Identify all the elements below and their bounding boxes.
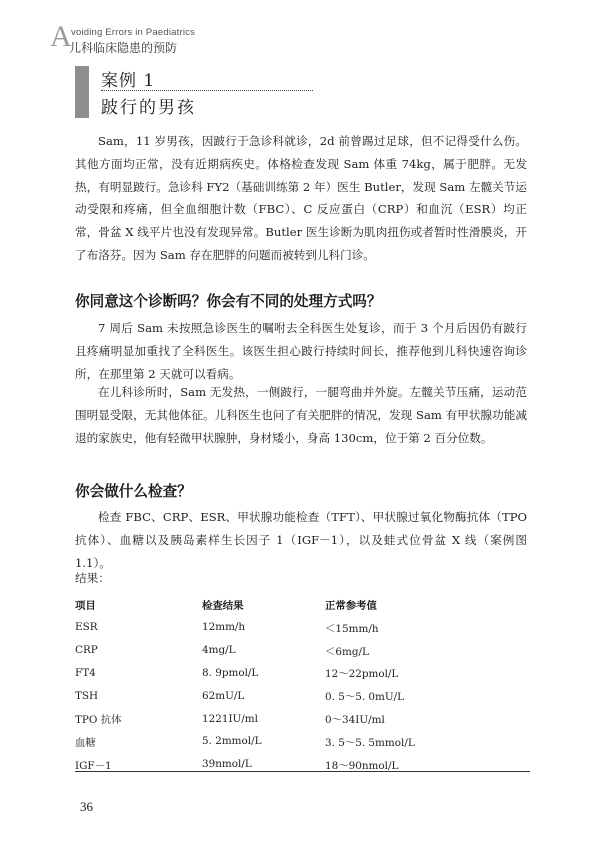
- test-result: 8. 9pmol/L: [202, 666, 259, 679]
- case-intro-paragraph: Sam，11 岁男孩，因跛行于急诊科就诊，2d 前曾踢过足球，但不记得受什么伤。其他方面均正常，没有近期病疾史。体格检查发现 Sam 体重 74kg，属于肥胖。无发热，有明显跛行。急诊科 FY2（基础训练第 2 年）医生 Butler，发现 Sam 左髋关节运动受限和疼痛，但全血细胞计数（FBC）、C 反应蛋白（CRP）和血沉（ESR）均正常，骨盆 X 线平片也没有发现异常。Butler 医生诊断为肌肉扭伤或者暂时性滑膜炎，开了布洛芬。因为 Sam 存在肥胖的问题而被转到儿科门诊。: [75, 134, 527, 262]
- reference-range: 3. 5～5. 5mmol/L: [325, 736, 415, 749]
- test-name: ESR: [75, 621, 98, 634]
- clinic-paragraph: 在儿科诊所时，Sam 无发热，一侧跛行，一腿弯曲并外旋。左髋关节压痛，运动范围明显受限，无其他体征。儿科医生也问了有关肥胖的情况，发现 Sam 有甲状腺功能减退的家族史，他有轻微甲状腺肿，身材矮小，身高 130cm，位于第 2 百分位数。: [75, 385, 527, 445]
- table-row: [75, 662, 535, 685]
- book-logo-letter: A: [50, 20, 72, 53]
- question-diagnosis-heading: 你同意这个诊断吗？你会有不同的处理方式吗？: [75, 293, 382, 310]
- table-row: [75, 753, 535, 776]
- table-bottom-rule: [75, 771, 530, 772]
- test-result: 62mU/L: [202, 689, 245, 702]
- reference-range: ＜6mg/L: [325, 645, 369, 658]
- page-number: 36: [80, 799, 93, 814]
- question-tests-heading: 你会做什么检查？: [75, 483, 192, 500]
- reference-range: 18～90nmol/L: [325, 759, 399, 772]
- table-row: [75, 639, 535, 662]
- test-name: TPO 抗体: [75, 714, 122, 727]
- results-header-row: [75, 593, 535, 616]
- test-name: TSH: [75, 689, 99, 702]
- results-table: [75, 593, 535, 776]
- table-row: [75, 684, 535, 707]
- test-result: 1221IU/ml: [202, 712, 258, 725]
- table-row: [75, 707, 535, 730]
- book-title-chinese: 儿科临床隐患的预防: [69, 41, 178, 55]
- table-row: [75, 616, 535, 639]
- case-title-bar: [75, 66, 89, 118]
- test-name: IGF－1: [75, 759, 112, 772]
- followup-paragraph: 7 周后 Sam 未按照急诊医生的嘱咐去全科医生处复诊，而于 3 个月后因仍有跛行且疼痛明显加重找了全科医生。该医生担心跛行持续时间长，推荐他到儿科快速咨询诊所，在那里第 2 天就可以看病。: [75, 321, 527, 381]
- reference-range: 12～22pmol/L: [325, 668, 399, 681]
- case-title-divider: [101, 90, 313, 91]
- test-name: 血糖: [75, 736, 96, 749]
- reference-range: 0. 5～5. 0mU/L: [325, 691, 405, 704]
- running-header: [50, 20, 350, 56]
- test-result: 4mg/L: [202, 644, 236, 657]
- book-title-english: voiding Errors in Paediatrics: [71, 27, 196, 38]
- case-number: 案例 1: [101, 71, 156, 91]
- table-row: [75, 730, 535, 753]
- test-result: 39nmol/L: [202, 758, 252, 771]
- reference-range: ＜15mm/h: [325, 622, 379, 635]
- column-header-result: 检查结果: [202, 600, 244, 612]
- column-header-item: 项目: [75, 600, 96, 612]
- tests-paragraph: 检查 FBC、CRP、ESR、甲状腺功能检查（TFT）、甲状腺过氧化物酶抗体（TPO 抗体）、血糖以及胰岛素样生长因子 1（IGF－1），以及蛙式位骨盆 X 线（案例图 1.1）。: [75, 510, 527, 570]
- test-result: 5. 2mmol/L: [202, 735, 262, 748]
- column-header-reference: 正常参考值: [325, 600, 377, 612]
- case-title: 跛行的男孩: [101, 98, 196, 118]
- test-name: FT4: [75, 666, 96, 679]
- test-name: CRP: [75, 644, 98, 657]
- test-result: 12mm/h: [202, 621, 246, 634]
- results-label: 结果：: [75, 571, 110, 585]
- reference-range: 0～34IU/ml: [325, 714, 385, 727]
